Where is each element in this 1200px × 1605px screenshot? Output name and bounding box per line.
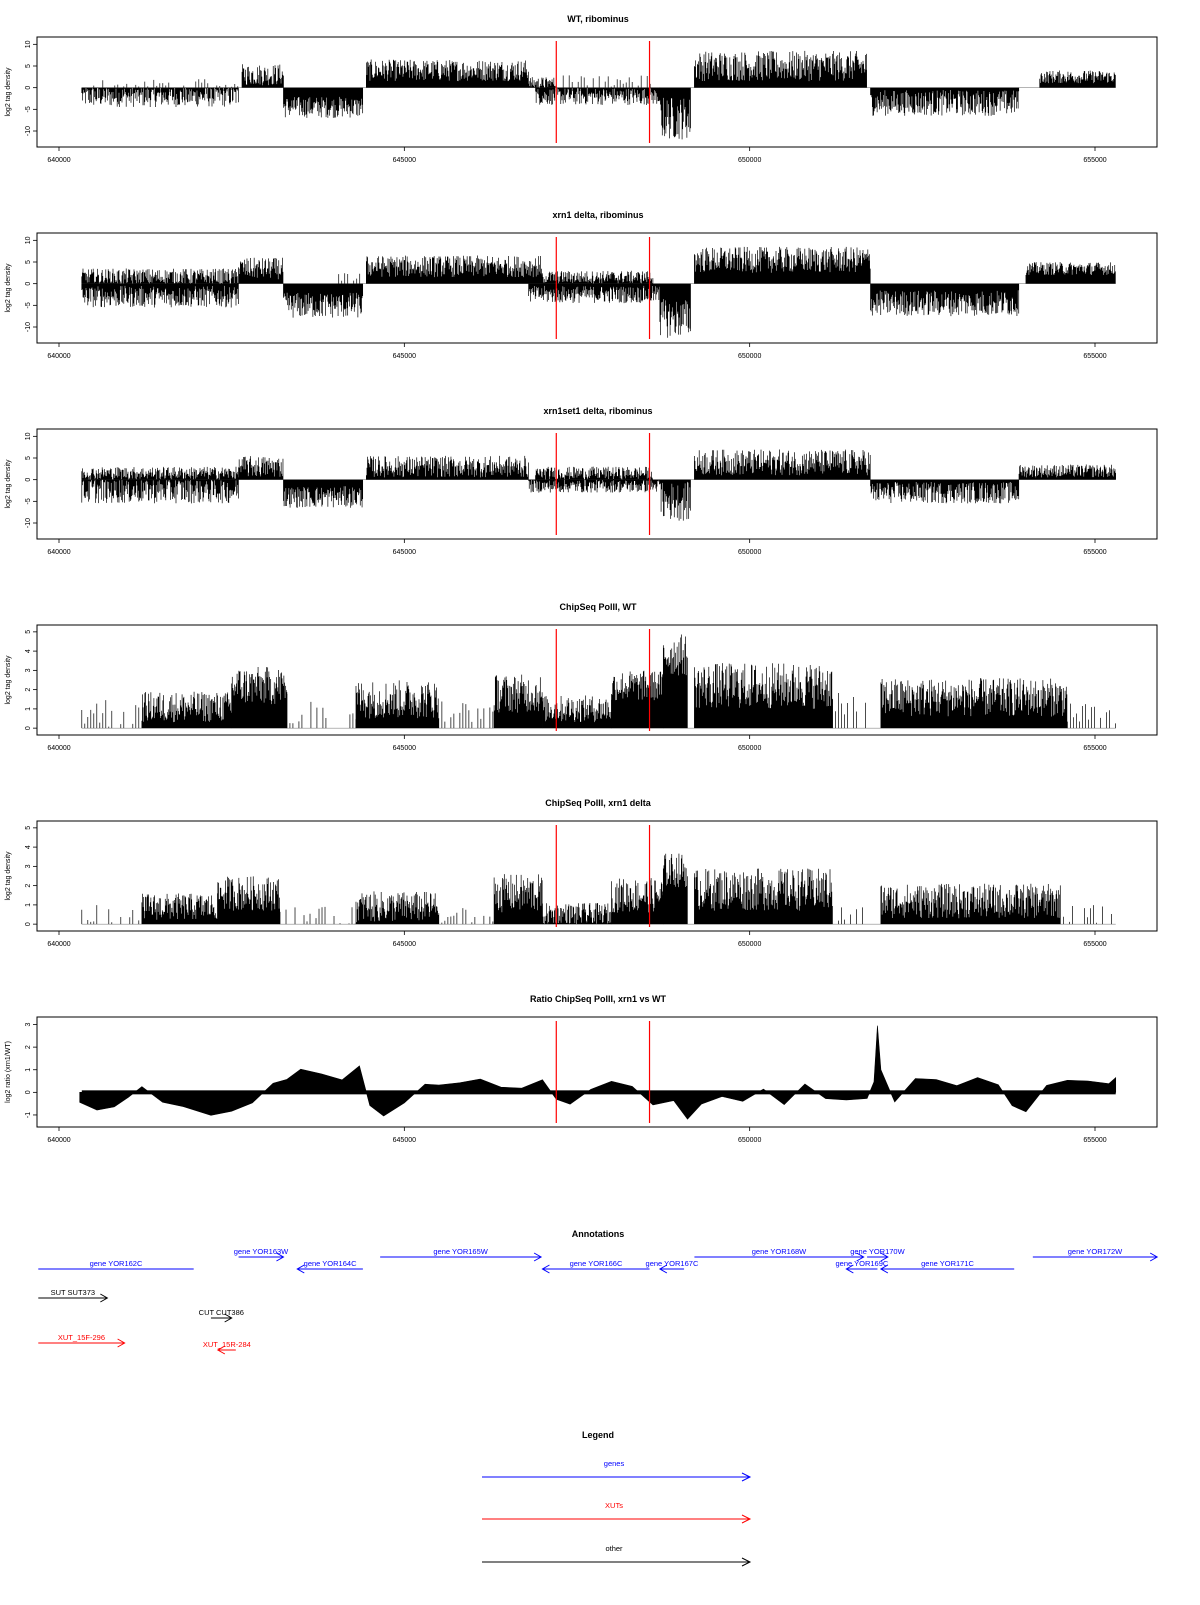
x-tick-label: 645000	[392, 1137, 417, 1144]
annotation-feature	[38, 1288, 107, 1302]
y-tick-label: -10	[25, 125, 32, 137]
density-segment	[1040, 71, 1116, 88]
density-bars	[242, 64, 283, 87]
y-axis-label: log2 tag density	[5, 851, 12, 901]
x-tick-label: 640000	[47, 745, 71, 752]
y-axis-label: log2 tag density	[5, 459, 12, 509]
chart-panel-3	[5, 406, 1157, 556]
chart-panel-4	[5, 602, 1157, 752]
density-segment	[82, 88, 239, 107]
density-segment	[694, 51, 866, 88]
x-tick-label: 645000	[392, 157, 417, 164]
legend-title: Legend	[581, 1430, 615, 1440]
density-segment	[82, 480, 239, 504]
density-bars	[82, 284, 239, 308]
density-bars	[232, 667, 287, 728]
density-bars	[529, 284, 660, 303]
annotation-feature	[646, 1259, 699, 1273]
density-bars	[82, 905, 139, 924]
y-axis-label: log2 tag density	[5, 263, 12, 313]
density-bars	[283, 284, 362, 318]
y-tick-label: 1	[25, 706, 32, 711]
density-segment	[660, 480, 691, 521]
legend-label: other	[605, 1544, 623, 1553]
density-segment	[660, 284, 691, 338]
chart-title: Ratio ChipSeq PolII, xrn1 vs WT	[529, 994, 667, 1004]
y-tick-label: 1	[25, 1067, 32, 1072]
y-tick-label: 5	[25, 64, 32, 68]
density-segment	[218, 876, 280, 924]
density-segment	[529, 284, 660, 303]
density-bars	[542, 903, 611, 924]
density-segment	[94, 79, 238, 87]
y-tick-label: 5	[25, 629, 32, 634]
chart-title: ChipSeq PolII, WT	[559, 602, 637, 612]
chart-panel-1	[5, 14, 1157, 164]
density-segment	[1067, 704, 1115, 729]
y-tick-label: 5	[25, 456, 32, 460]
density-bars	[612, 671, 664, 728]
feature-label: gene YOR169C	[835, 1259, 889, 1268]
feature-label: gene YOR170W	[850, 1247, 905, 1256]
y-tick-label: -5	[25, 302, 32, 309]
density-bars	[442, 701, 493, 728]
x-tick-label: 655000	[1083, 1137, 1107, 1144]
density-segment	[536, 88, 660, 105]
x-tick-label: 645000	[392, 941, 417, 948]
annotation-feature	[1033, 1247, 1157, 1261]
x-tick-label: 645000	[392, 353, 417, 360]
density-bars	[881, 884, 1060, 924]
x-tick-label: 640000	[47, 353, 71, 360]
y-tick-label: 3	[25, 668, 32, 673]
density-bars	[1067, 704, 1115, 729]
feature-label: gene YOR162C	[89, 1259, 143, 1268]
y-tick-label: 0	[25, 726, 32, 731]
density-segment	[881, 884, 1060, 924]
y-tick-label: 10	[25, 236, 32, 245]
density-bars	[694, 247, 870, 284]
density-bars	[833, 693, 866, 728]
feature-label: CUT CUT386	[198, 1308, 244, 1317]
density-bars	[1026, 262, 1115, 284]
annotations-layer	[38, 1229, 1157, 1354]
density-segment	[881, 678, 1067, 728]
density-bars	[1040, 71, 1116, 88]
y-tick-label: 4	[25, 649, 32, 654]
density-segment	[694, 869, 832, 925]
density-segment	[871, 480, 1019, 504]
density-segment	[694, 450, 870, 480]
feature-label: XUT_15R-284	[202, 1340, 251, 1349]
density-bars	[287, 694, 356, 728]
density-bars	[536, 467, 653, 480]
annotation-feature	[380, 1247, 541, 1261]
feature-label: gene YOR168W	[751, 1247, 807, 1256]
x-tick-label: 655000	[1083, 157, 1107, 164]
density-bars	[494, 675, 542, 728]
y-tick-label: 4	[25, 845, 32, 850]
density-segment	[663, 854, 687, 924]
density-segment	[694, 663, 832, 728]
density-bars	[881, 678, 1067, 728]
y-tick-label: -10	[25, 321, 32, 333]
feature-label: gene YOR163W	[233, 1247, 289, 1256]
density-bars	[142, 893, 218, 924]
density-segment	[82, 284, 239, 308]
annotation-feature	[38, 1259, 193, 1269]
density-segment	[356, 680, 439, 728]
legend-entry-xuts	[482, 1501, 750, 1523]
density-bars	[82, 269, 239, 284]
chart-panel-5	[5, 798, 1157, 948]
density-bars	[694, 869, 832, 925]
density-bars	[366, 456, 528, 480]
chart-title: WT, ribominus	[567, 14, 629, 24]
x-tick-label: 655000	[1083, 353, 1107, 360]
y-tick-label: 5	[25, 260, 32, 264]
density-segment	[1026, 262, 1115, 284]
annotation-feature	[199, 1308, 244, 1322]
density-segment	[494, 874, 542, 924]
y-axis-label: log2 tag density	[5, 655, 12, 705]
density-segment	[366, 256, 542, 284]
density-segment	[283, 284, 362, 318]
density-bars	[660, 480, 691, 521]
legend-entry-other	[482, 1544, 750, 1566]
density-bars	[356, 680, 439, 728]
feature-label: gene YOR166C	[569, 1259, 623, 1268]
chart-title: xrn1set1 delta, ribominus	[543, 406, 653, 416]
density-segment	[663, 634, 687, 728]
feature-label: gene YOR164C	[303, 1259, 357, 1268]
feature-label: gene YOR165W	[433, 1247, 488, 1256]
annotation-feature	[234, 1247, 289, 1261]
density-bars	[563, 75, 650, 87]
density-bars	[366, 60, 528, 88]
density-segment	[82, 700, 139, 728]
density-bars	[82, 700, 139, 728]
density-segment	[833, 693, 866, 728]
density-bars	[612, 878, 664, 924]
y-tick-label: 2	[25, 883, 32, 888]
density-bars	[871, 480, 1019, 504]
x-tick-label: 655000	[1083, 941, 1107, 948]
density-bars	[663, 634, 687, 728]
density-segment	[612, 878, 664, 924]
density-bars	[142, 692, 231, 728]
density-bars	[442, 908, 493, 924]
x-tick-label: 650000	[737, 745, 762, 752]
density-bars	[529, 77, 557, 88]
x-tick-label: 640000	[47, 157, 71, 164]
legend-entry-genes	[482, 1459, 750, 1481]
x-tick-label: 640000	[47, 549, 71, 556]
x-tick-label: 640000	[47, 941, 71, 948]
legend-label: genes	[603, 1459, 625, 1468]
y-tick-label: 0	[25, 1090, 32, 1095]
x-tick-label: 650000	[737, 353, 762, 360]
density-bars	[663, 854, 687, 924]
y-tick-label: 2	[25, 1045, 32, 1050]
density-bars	[660, 88, 691, 140]
density-segment	[239, 456, 283, 480]
density-segment	[694, 247, 870, 284]
density-segment	[287, 694, 356, 728]
feature-label: gene YOR171C	[921, 1259, 974, 1268]
x-tick-label: 645000	[392, 745, 417, 752]
density-bars	[82, 88, 239, 107]
density-segment	[356, 891, 439, 924]
density-segment	[536, 467, 653, 480]
annotation-feature	[542, 1259, 649, 1273]
density-segment	[1063, 905, 1111, 924]
density-bars	[694, 663, 832, 728]
density-bars	[542, 696, 611, 729]
density-segment	[542, 903, 611, 924]
density-segment	[283, 88, 362, 118]
x-tick-label: 640000	[47, 1137, 71, 1144]
density-bars	[339, 273, 360, 283]
density-bars	[1063, 905, 1111, 924]
density-segment	[442, 908, 493, 924]
chart-panel-2	[5, 210, 1157, 360]
feature-label: gene YOR172W	[1067, 1247, 1123, 1256]
density-segment	[1019, 465, 1116, 480]
y-tick-label: 1	[25, 902, 32, 907]
density-bars	[366, 256, 542, 284]
density-segment	[232, 667, 287, 728]
y-tick-label: -10	[25, 517, 32, 529]
y-tick-label: 0	[25, 922, 32, 927]
density-segment	[660, 88, 691, 140]
feature-label: SUT SUT373	[50, 1288, 96, 1297]
x-tick-label: 655000	[1083, 549, 1107, 556]
density-bars	[871, 284, 1019, 316]
density-bars	[536, 88, 660, 105]
density-bars	[542, 271, 652, 284]
ratio-area	[80, 1026, 1116, 1119]
y-tick-label: 10	[25, 40, 32, 49]
chart-title: ChipSeq PolII, xrn1 delta	[545, 798, 651, 808]
x-tick-label: 645000	[392, 549, 417, 556]
annotations-title: Annotations	[571, 1229, 625, 1239]
density-segment	[242, 64, 283, 87]
x-tick-label: 650000	[737, 941, 762, 948]
density-segment	[239, 258, 283, 284]
density-bars	[494, 874, 542, 924]
y-tick-label: -1	[25, 1111, 32, 1119]
y-tick-label: 0	[25, 85, 32, 90]
x-tick-label: 650000	[737, 1137, 762, 1144]
density-bars	[1019, 465, 1116, 480]
density-bars	[280, 907, 355, 924]
density-segment	[529, 77, 557, 88]
y-tick-label: 0	[25, 477, 32, 482]
density-segment	[280, 907, 355, 924]
chart-panel-6	[5, 994, 1157, 1144]
density-segment	[142, 893, 218, 924]
x-tick-label: 655000	[1083, 745, 1107, 752]
density-segment	[612, 671, 664, 728]
density-segment	[839, 907, 863, 924]
feature-label: XUT_15F-296	[57, 1333, 106, 1342]
density-bars	[529, 480, 660, 493]
density-segment	[494, 675, 542, 728]
y-tick-label: 10	[25, 432, 32, 441]
chart-title: xrn1 delta, ribominus	[552, 210, 644, 220]
density-segment	[366, 456, 528, 480]
x-tick-label: 650000	[737, 157, 762, 164]
density-bars	[82, 467, 239, 480]
x-tick-label: 650000	[737, 549, 762, 556]
y-axis-label: log2 tag density	[5, 67, 12, 117]
density-segment	[542, 271, 652, 284]
density-bars	[239, 258, 283, 284]
density-segment	[142, 692, 231, 728]
y-tick-label: -5	[25, 106, 32, 113]
density-segment	[82, 905, 139, 924]
density-segment	[283, 480, 362, 508]
density-bars	[239, 456, 283, 480]
density-segment	[871, 88, 1019, 116]
legend-items	[482, 1459, 750, 1566]
legend-label: XUTs	[605, 1501, 623, 1510]
annotation-feature	[38, 1333, 124, 1347]
density-segment	[366, 60, 528, 88]
density-bars	[283, 480, 362, 508]
y-axis-label: log2 ratio (xrn1/WT)	[5, 1041, 12, 1103]
density-segment	[529, 480, 660, 493]
annotation-items	[38, 1247, 1157, 1354]
density-bars	[694, 51, 866, 88]
density-bars	[218, 876, 280, 924]
density-bars	[839, 907, 863, 924]
y-tick-label: -5	[25, 498, 32, 505]
density-bars	[871, 88, 1019, 116]
density-segment	[563, 75, 650, 87]
y-tick-label: 2	[25, 687, 32, 692]
density-bars	[660, 284, 691, 338]
density-bars	[283, 88, 362, 118]
density-segment	[442, 701, 493, 728]
density-bars	[94, 79, 238, 87]
annotation-feature	[881, 1259, 1014, 1273]
legend	[482, 1430, 750, 1566]
feature-label: gene YOR167C	[645, 1259, 699, 1268]
y-tick-label: 3	[25, 864, 32, 869]
density-bars	[356, 891, 439, 924]
density-segment	[339, 273, 360, 283]
density-bars	[82, 480, 239, 504]
density-segment	[871, 284, 1019, 316]
density-bars	[694, 450, 870, 480]
annotation-feature	[297, 1259, 363, 1273]
density-segment	[82, 467, 239, 480]
y-tick-label: 3	[25, 1022, 32, 1027]
y-tick-label: 0	[25, 281, 32, 286]
annotation-feature	[203, 1340, 251, 1354]
y-tick-label: 5	[25, 825, 32, 830]
ratio-baseline	[82, 1090, 1116, 1094]
panels-layer	[5, 14, 1157, 1144]
density-segment	[82, 269, 239, 284]
density-segment	[542, 696, 611, 729]
